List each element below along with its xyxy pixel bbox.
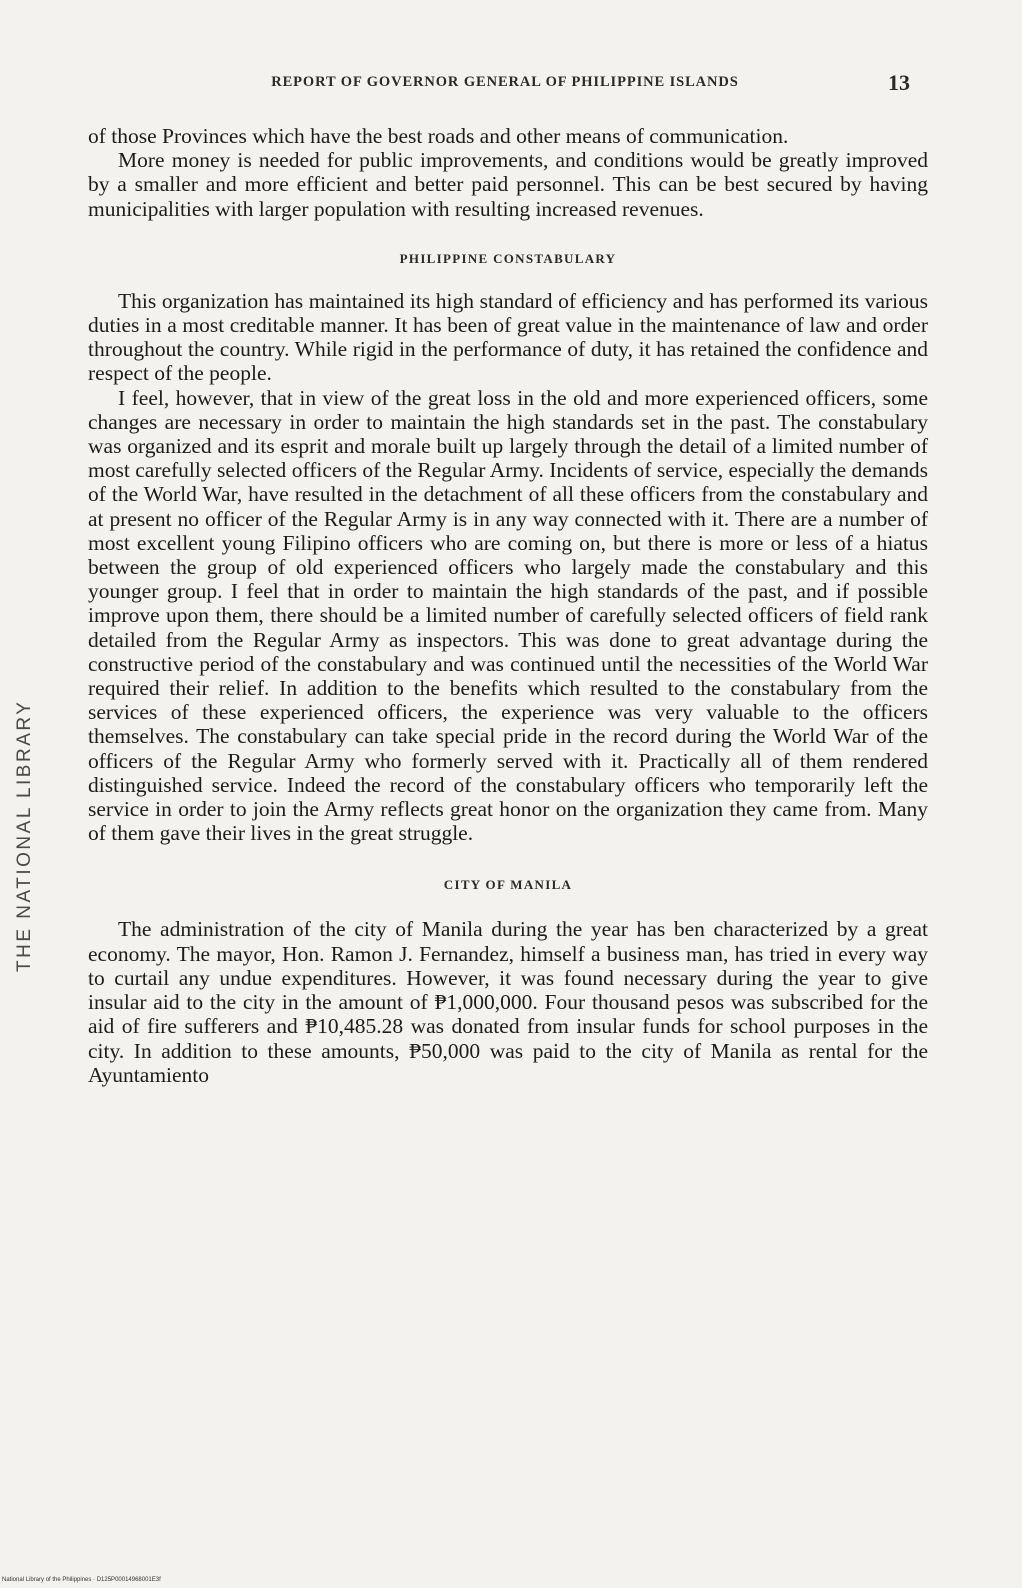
paragraph-constabulary-officers: I feel, however, that in view of the great loss in the old and more experienced officers, some changes are necessary in order to maintain the high standards set in the past. The constabulary was organized and its esprit and morale built up largely through the detail of a limited number of most carefully selected officers of the Regular Army. Incidents of service, especially the demands of the World War, have resulted in the detachment of all these officers from the constabulary and at present no officer of the Regular Army is in any way connected with it. There are a number of most excellent young Filipino officers who are coming on, but there is more or less of a hiatus between the group of old experienced officers who largely made the constabulary and this younger group. I feel that in order to maintain the high standards of the past, and if possible improve upon them, there should be a limited number of carefully selected officers of field rank detailed from the Regular Army as inspectors. This was done to great advantage during the constructive period of the constabulary and was continued until the necessities of the World War required their relief. In addition to the benefits which resulted to the constabulary from the services of these experienced officers, the experience was very valuable to the officers themselves. The constabulary can take special pride in the record during the World War of the officers of the Regular Army who formerly served with it. Practically all of them rendered distinguished service. Indeed the record of the constabulary officers who temporarily left the service in order to join the Army reflects great honor on the organization they came from. Many of them gave their lives in the great struggle. [88,385,928,846]
section-heading-constabulary: PHILIPPINE CONSTABULARY [399,250,617,266]
library-stamp: THE NATIONAL LIBRARY [14,699,35,972]
paragraph-manila-administration: The administration of the city of Manila during the year has ben characterized by a great economy. The mayor, Hon. Ramon J. Fernandez, himself a business man, has tried in every way to curtail any undue expenditures. However, it was found necessary during the year to give insular aid to the city in the amount of ₱1,000,000. Four thousand pesos was subscribed for the aid of fire sufferers and ₱10,485.28 was donated from insular funds for school purposes in the city. In addition to these amounts, ₱50,000 was paid to the city of Manila as rental for the Ayuntamiento [88,917,928,1087]
page-number: 13 [888,70,910,95]
paragraph-continuation: of those Provinces which have the best roads and other means of communication. [88,124,789,148]
page-body [88,124,928,1087]
section-heading-manila: CITY OF MANILA [443,877,573,893]
footer-text: National Library of the Philippines · D125P00014968001E3f [2,1577,161,1583]
running-head: REPORT OF GOVERNOR GENERAL OF PHILIPPINE ISLANDS [271,74,739,90]
paragraph-public-improvements: More money is needed for public improvements, and conditions would be greatly improved by a smaller and more efficient and better paid personnel. This can be best secured by having municipalities with larger population with resulting increased revenues. [88,148,928,221]
paragraph-constabulary-efficiency: This organization has maintained its high standard of efficiency and has performed its various duties in a most creditable manner. It has been of great value in the maintenance of law and order throughout the country. While rigid in the performance of duty, it has retained the confidence and respect of the people. [88,288,928,386]
